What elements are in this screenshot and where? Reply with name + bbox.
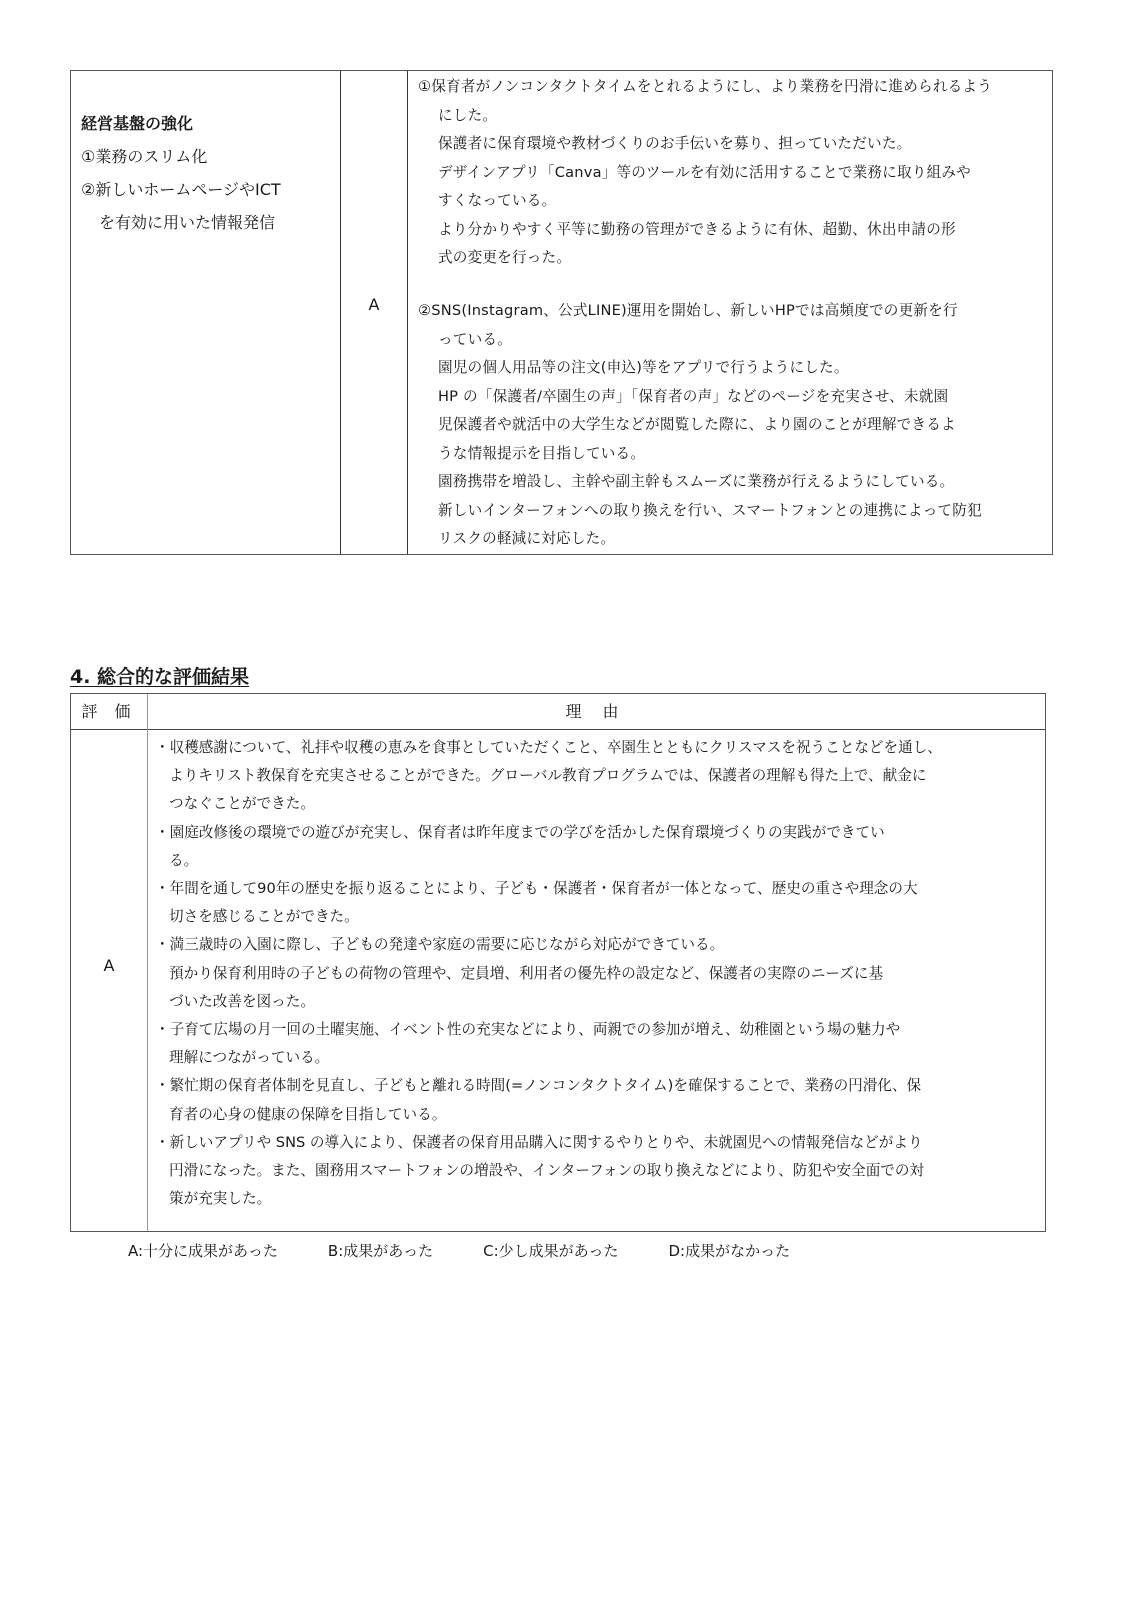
reason-line: 預かり保育利用時の子どもの荷物の管理や、定員増、利用者の優先枠の設定など、保護者の実際のニーズに基 xyxy=(169,964,884,982)
reasons-list xyxy=(155,734,1037,1213)
reason-line: つなぐことができた。 xyxy=(169,795,315,813)
detail-line: リスクの軽減に対応した。 xyxy=(438,530,616,547)
header-reason: 理 由 xyxy=(565,702,627,721)
item-sub-2: ②新しいホームページやICT xyxy=(81,180,281,199)
detail-line: にした。 xyxy=(438,106,498,124)
reason-line: よりキリスト教保育を充実させることができた。グローバル教育プログラムでは、保護者の理解も得た上で、献金に xyxy=(169,767,927,785)
reason-line: 理解につながっている。 xyxy=(169,1049,330,1067)
detail-line: HP の「保護者/卒園生の声」「保育者の声」などのページを充実させ、未就園 xyxy=(438,387,949,405)
management-evaluation-table xyxy=(70,70,1053,555)
grade-legend xyxy=(128,1240,840,1261)
reason-line: 育者の心身の健康の保障を目指している。 xyxy=(169,1105,447,1123)
reason-line: づいた改善を図った。 xyxy=(169,992,315,1010)
reason-line: ・新しいアプリや SNS の導入により、保護者の保育用品購入に関するやりとりや、未就園児への情報発信などがより xyxy=(155,1133,923,1151)
reason-line: 策が充実した。 xyxy=(169,1190,272,1208)
reason-line: 切さを感じることができた。 xyxy=(169,908,359,926)
detail-line: デザインアプリ「Canva」等のツールを有効に活用することで業務に取り組みや xyxy=(438,163,971,181)
item-column xyxy=(71,71,341,554)
detail-line: 園務携帯を増設し、主幹や副主幹もスムーズに業務が行えるようにしている。 xyxy=(438,473,955,490)
reason-line: ・年間を通して90年の歴史を振り返ることにより、子ども・保護者・保育者が一体となって、歴史の重さや理念の大 xyxy=(155,880,918,898)
reason-line: ・子育て広場の月一回の土曜実施、イベント性の充実などにより、両親での参加が増え、幼稚園という場の魅力や xyxy=(155,1021,901,1039)
detail-line: より分かりやすく平等に勤務の管理ができるように有休、超勤、休出申請の形 xyxy=(438,220,956,238)
reason-line: ・満三歳時の入園に際し、子どもの発達や家庭の需要に応じながら対応ができている。 xyxy=(155,936,725,954)
detail-line: っている。 xyxy=(438,330,512,348)
item-sub-2-cont: を有効に用いた情報発信 xyxy=(99,213,276,232)
detail-column xyxy=(408,71,1052,554)
section-title: 4. 総合的な評価結果 xyxy=(70,666,250,688)
detail-line: うな情報提示を目指している。 xyxy=(438,444,646,462)
detail-line: 園児の個人用品等の注文(申込)等をアプリで行うようにした。 xyxy=(438,359,849,376)
reason-line: 円滑になった。また、園務用スマートフォンの増設や、インターフォンの取り換えなどにより、防犯や安全面での対 xyxy=(169,1162,925,1180)
legend-item: C:少し成果があった xyxy=(483,1242,619,1260)
detail-block-2 xyxy=(418,297,1046,554)
header-grade: 評 価 xyxy=(81,702,137,721)
reason-line: ・収穫感謝について、礼拝や収穫の恵みを食事としていただくこと、卒園生とともにクリスマスを祝うことなどを通し、 xyxy=(155,739,942,756)
reason-line: る。 xyxy=(169,851,199,869)
item-sub-1: ①業務のスリム化 xyxy=(81,147,208,166)
reason-line: ・繁忙期の保育者体制を見直し、子どもと離れる時間(=ノンコンタクトタイム)を確保することで、業務の円滑化、保 xyxy=(155,1077,922,1095)
detail-line: ①保育者がノンコンタクトタイムをとれるようにし、より業務を円滑に進められるよう xyxy=(418,78,992,95)
grade-column xyxy=(341,71,408,554)
detail-line: ②SNS(Instagram、公式LINE)運用を開始し、新しいHPでは高頻度での更新を行 xyxy=(418,302,958,319)
grade-value: A xyxy=(368,295,380,314)
detail-line: すくなっている。 xyxy=(438,192,557,209)
item-title: 経営基盤の強化 xyxy=(81,114,194,133)
detail-block-1 xyxy=(418,73,1046,273)
reason-line: ・園庭改修後の環境での遊びが充実し、保育者は昨年度までの学びを活かした保育環境づくりの実践ができてい xyxy=(155,823,885,841)
legend-item: B:成果があった xyxy=(327,1242,434,1260)
table-header-row xyxy=(71,694,1045,730)
detail-line: 保護者に保育環境や教材づくりのお手伝いを募り、担っていただいた。 xyxy=(438,135,912,152)
detail-line: 児保護者や就活中の大学生などが閲覧した際に、より園のことが理解できるよ xyxy=(438,416,956,433)
overall-grade: A xyxy=(103,956,115,975)
overall-evaluation-table xyxy=(70,693,1046,1232)
column-divider xyxy=(147,694,148,1231)
legend-item: A:十分に成果があった xyxy=(128,1242,278,1260)
detail-line: 新しいインターフォンへの取り換えを行い、スマートフォンとの連携によって防犯 xyxy=(438,501,982,519)
legend-item: D:成果がなかった xyxy=(668,1242,791,1260)
detail-line: 式の変更を行った。 xyxy=(438,249,572,266)
